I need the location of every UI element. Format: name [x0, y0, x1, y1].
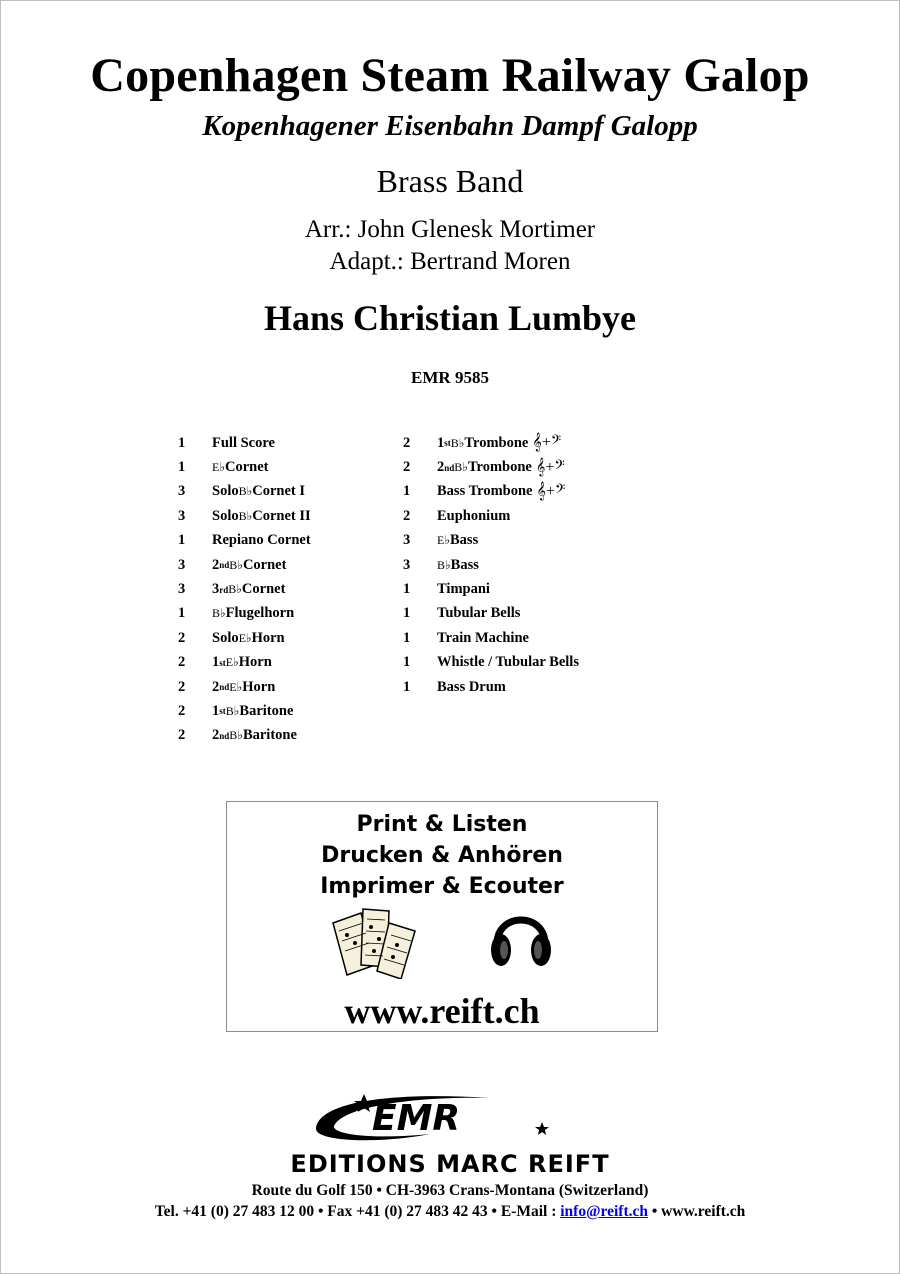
part-name: Train Machine	[437, 629, 529, 646]
part-quantity: 2	[178, 629, 186, 646]
part-name: Trombone	[467, 459, 532, 476]
part-clefs: 𝄞+𝄢	[536, 482, 566, 500]
part-row	[403, 529, 579, 553]
part-quantity: 1	[403, 678, 411, 695]
part-row	[403, 431, 579, 455]
part-name: Whistle / Tubular Bells	[437, 654, 579, 671]
part-ordinal-suffix: nd	[219, 730, 230, 741]
part-quantity: 2	[178, 702, 186, 719]
arranger-credit: Arr.: John Glenesk Mortimer	[304, 216, 596, 243]
part-quantity: 1	[178, 434, 186, 451]
contact-website: • www.reift.ch	[648, 1203, 746, 1220]
part-key: E♭	[225, 655, 239, 670]
part-row	[403, 626, 579, 650]
part-key: B♭	[229, 557, 243, 572]
part-prefix: Solo	[212, 483, 239, 500]
part-quantity: 2	[403, 434, 411, 451]
part-name: Bass	[450, 556, 479, 573]
part-row	[178, 431, 311, 455]
promo-url[interactable]: www.reift.ch	[344, 991, 540, 1031]
part-ordinal-suffix: rd	[219, 584, 229, 595]
part-name: Baritone	[242, 727, 297, 744]
part-name: Tubular Bells	[437, 605, 521, 622]
part-name: Cornet I	[252, 483, 306, 500]
part-row	[403, 577, 579, 601]
part-prefix: Solo	[212, 507, 239, 524]
part-quantity: 1	[403, 629, 411, 646]
part-quantity: 3	[178, 581, 186, 598]
promo-line-imprimer: Imprimer & Ecouter	[320, 874, 564, 899]
part-name: Horn	[238, 654, 272, 671]
part-key: B♭	[450, 435, 465, 450]
part-quantity: 1	[403, 654, 411, 671]
piece-subtitle: Kopenhagener Eisenbahn Dampf Galopp	[202, 110, 698, 142]
emr-logo-text: EMR	[372, 1098, 461, 1139]
adapter-credit: Adapt.: Bertrand Moren	[329, 248, 571, 275]
parts-list-right	[403, 431, 579, 699]
part-quantity: 3	[403, 532, 411, 549]
part-quantity: 1	[178, 532, 186, 549]
emr-logo	[310, 1090, 560, 1150]
part-quantity: 1	[403, 605, 411, 622]
part-prefix: 1	[212, 654, 220, 671]
part-row	[403, 504, 579, 528]
part-key: E♭	[229, 679, 243, 694]
part-quantity: 1	[178, 605, 186, 622]
part-row	[403, 651, 579, 675]
part-ordinal-suffix: nd	[444, 462, 455, 473]
part-clefs: 𝄞+𝄢	[535, 458, 565, 476]
part-key: B♭	[238, 508, 253, 523]
part-row	[178, 724, 311, 748]
part-row	[178, 626, 311, 650]
part-prefix: 1	[212, 702, 220, 719]
part-name: Bass Drum	[437, 678, 506, 695]
part-prefix: 3	[212, 581, 220, 598]
part-row	[178, 577, 311, 601]
part-key: E♭	[437, 533, 450, 548]
part-row	[403, 675, 579, 699]
part-row	[178, 480, 311, 504]
part-row	[178, 699, 311, 723]
part-ordinal-suffix: nd	[219, 560, 230, 571]
publisher-brand: EDITIONS MARC REIFT	[290, 1150, 610, 1178]
part-row	[178, 602, 311, 626]
part-prefix: 2	[212, 556, 220, 573]
part-quantity: 2	[178, 727, 186, 744]
part-key: E♭	[238, 630, 252, 645]
part-name: Trombone	[464, 434, 529, 451]
promo-line-drucken: Drucken & Anhören	[321, 843, 563, 868]
part-key: E♭	[212, 460, 225, 475]
part-prefix: 2	[437, 459, 445, 476]
part-key: B♭	[454, 460, 468, 475]
part-ordinal-suffix: st	[219, 657, 226, 668]
part-ordinal-suffix: st	[219, 706, 226, 717]
part-name: Baritone	[239, 702, 294, 719]
part-name: Full Score	[212, 434, 275, 451]
part-name: Flugelhorn	[225, 605, 295, 622]
part-row	[403, 480, 579, 504]
part-quantity: 3	[403, 556, 411, 573]
part-quantity: 2	[178, 678, 186, 695]
part-row	[403, 553, 579, 577]
part-prefix: 2	[212, 727, 220, 744]
piece-title: Copenhagen Steam Railway Galop	[90, 49, 810, 102]
composer-name: Hans Christian Lumbye	[263, 298, 637, 338]
print-listen-box[interactable]	[226, 801, 658, 1032]
part-row	[178, 651, 311, 675]
part-quantity: 3	[178, 483, 186, 500]
part-quantity: 2	[403, 459, 411, 476]
catalog-number: EMR 9585	[411, 368, 489, 387]
part-ordinal-suffix: st	[444, 438, 451, 449]
part-row	[403, 602, 579, 626]
part-key: B♭	[212, 606, 226, 621]
parts-list-left	[178, 431, 311, 748]
part-quantity: 1	[178, 459, 186, 476]
part-name: Timpani	[437, 581, 490, 598]
part-prefix: 1	[437, 434, 445, 451]
part-key: B♭	[229, 728, 243, 743]
part-name: Cornet	[242, 556, 287, 573]
contact-phone-fax: Tel. +41 (0) 27 483 12 00 • Fax +41 (0) 27 483 42 43 • E-Mail :	[154, 1203, 561, 1220]
part-row	[178, 675, 311, 699]
part-row	[178, 553, 311, 577]
email-link[interactable]: info@reift.ch	[560, 1203, 648, 1220]
part-quantity: 2	[403, 507, 411, 524]
part-name: Bass Trombone	[437, 483, 533, 500]
part-quantity: 3	[178, 507, 186, 524]
publisher-contact	[0, 1203, 900, 1221]
part-row	[178, 504, 311, 528]
ensemble-label: Brass Band	[376, 163, 524, 199]
part-ordinal-suffix: nd	[219, 682, 230, 693]
part-prefix: Solo	[212, 629, 239, 646]
part-quantity: 1	[403, 483, 411, 500]
part-name: Cornet	[241, 581, 286, 598]
part-name: Horn	[251, 629, 285, 646]
part-name: Horn	[242, 678, 276, 695]
part-name: Repiano Cornet	[212, 532, 311, 549]
part-name: Cornet II	[252, 507, 311, 524]
part-name: Euphonium	[437, 507, 511, 524]
promo-line-print-listen: Print & Listen	[356, 812, 528, 837]
part-key: B♭	[225, 703, 240, 718]
part-quantity: 1	[403, 581, 411, 598]
part-clefs: 𝄞+𝄢	[532, 434, 562, 452]
headphones-icon	[489, 902, 553, 972]
part-key: B♭	[238, 484, 253, 499]
part-prefix: 2	[212, 678, 220, 695]
part-quantity: 3	[178, 556, 186, 573]
part-name: Bass	[450, 532, 479, 549]
sheet-music-icon	[327, 905, 423, 979]
publisher-address: Route du Golf 150 • CH-3963 Crans-Montana (Switzerland)	[251, 1182, 649, 1199]
part-row	[178, 529, 311, 553]
part-name: Cornet	[225, 459, 269, 476]
part-key: B♭	[437, 557, 451, 572]
part-quantity: 2	[178, 654, 186, 671]
part-key: B♭	[228, 582, 242, 597]
part-row	[178, 455, 311, 479]
part-row	[403, 455, 579, 479]
